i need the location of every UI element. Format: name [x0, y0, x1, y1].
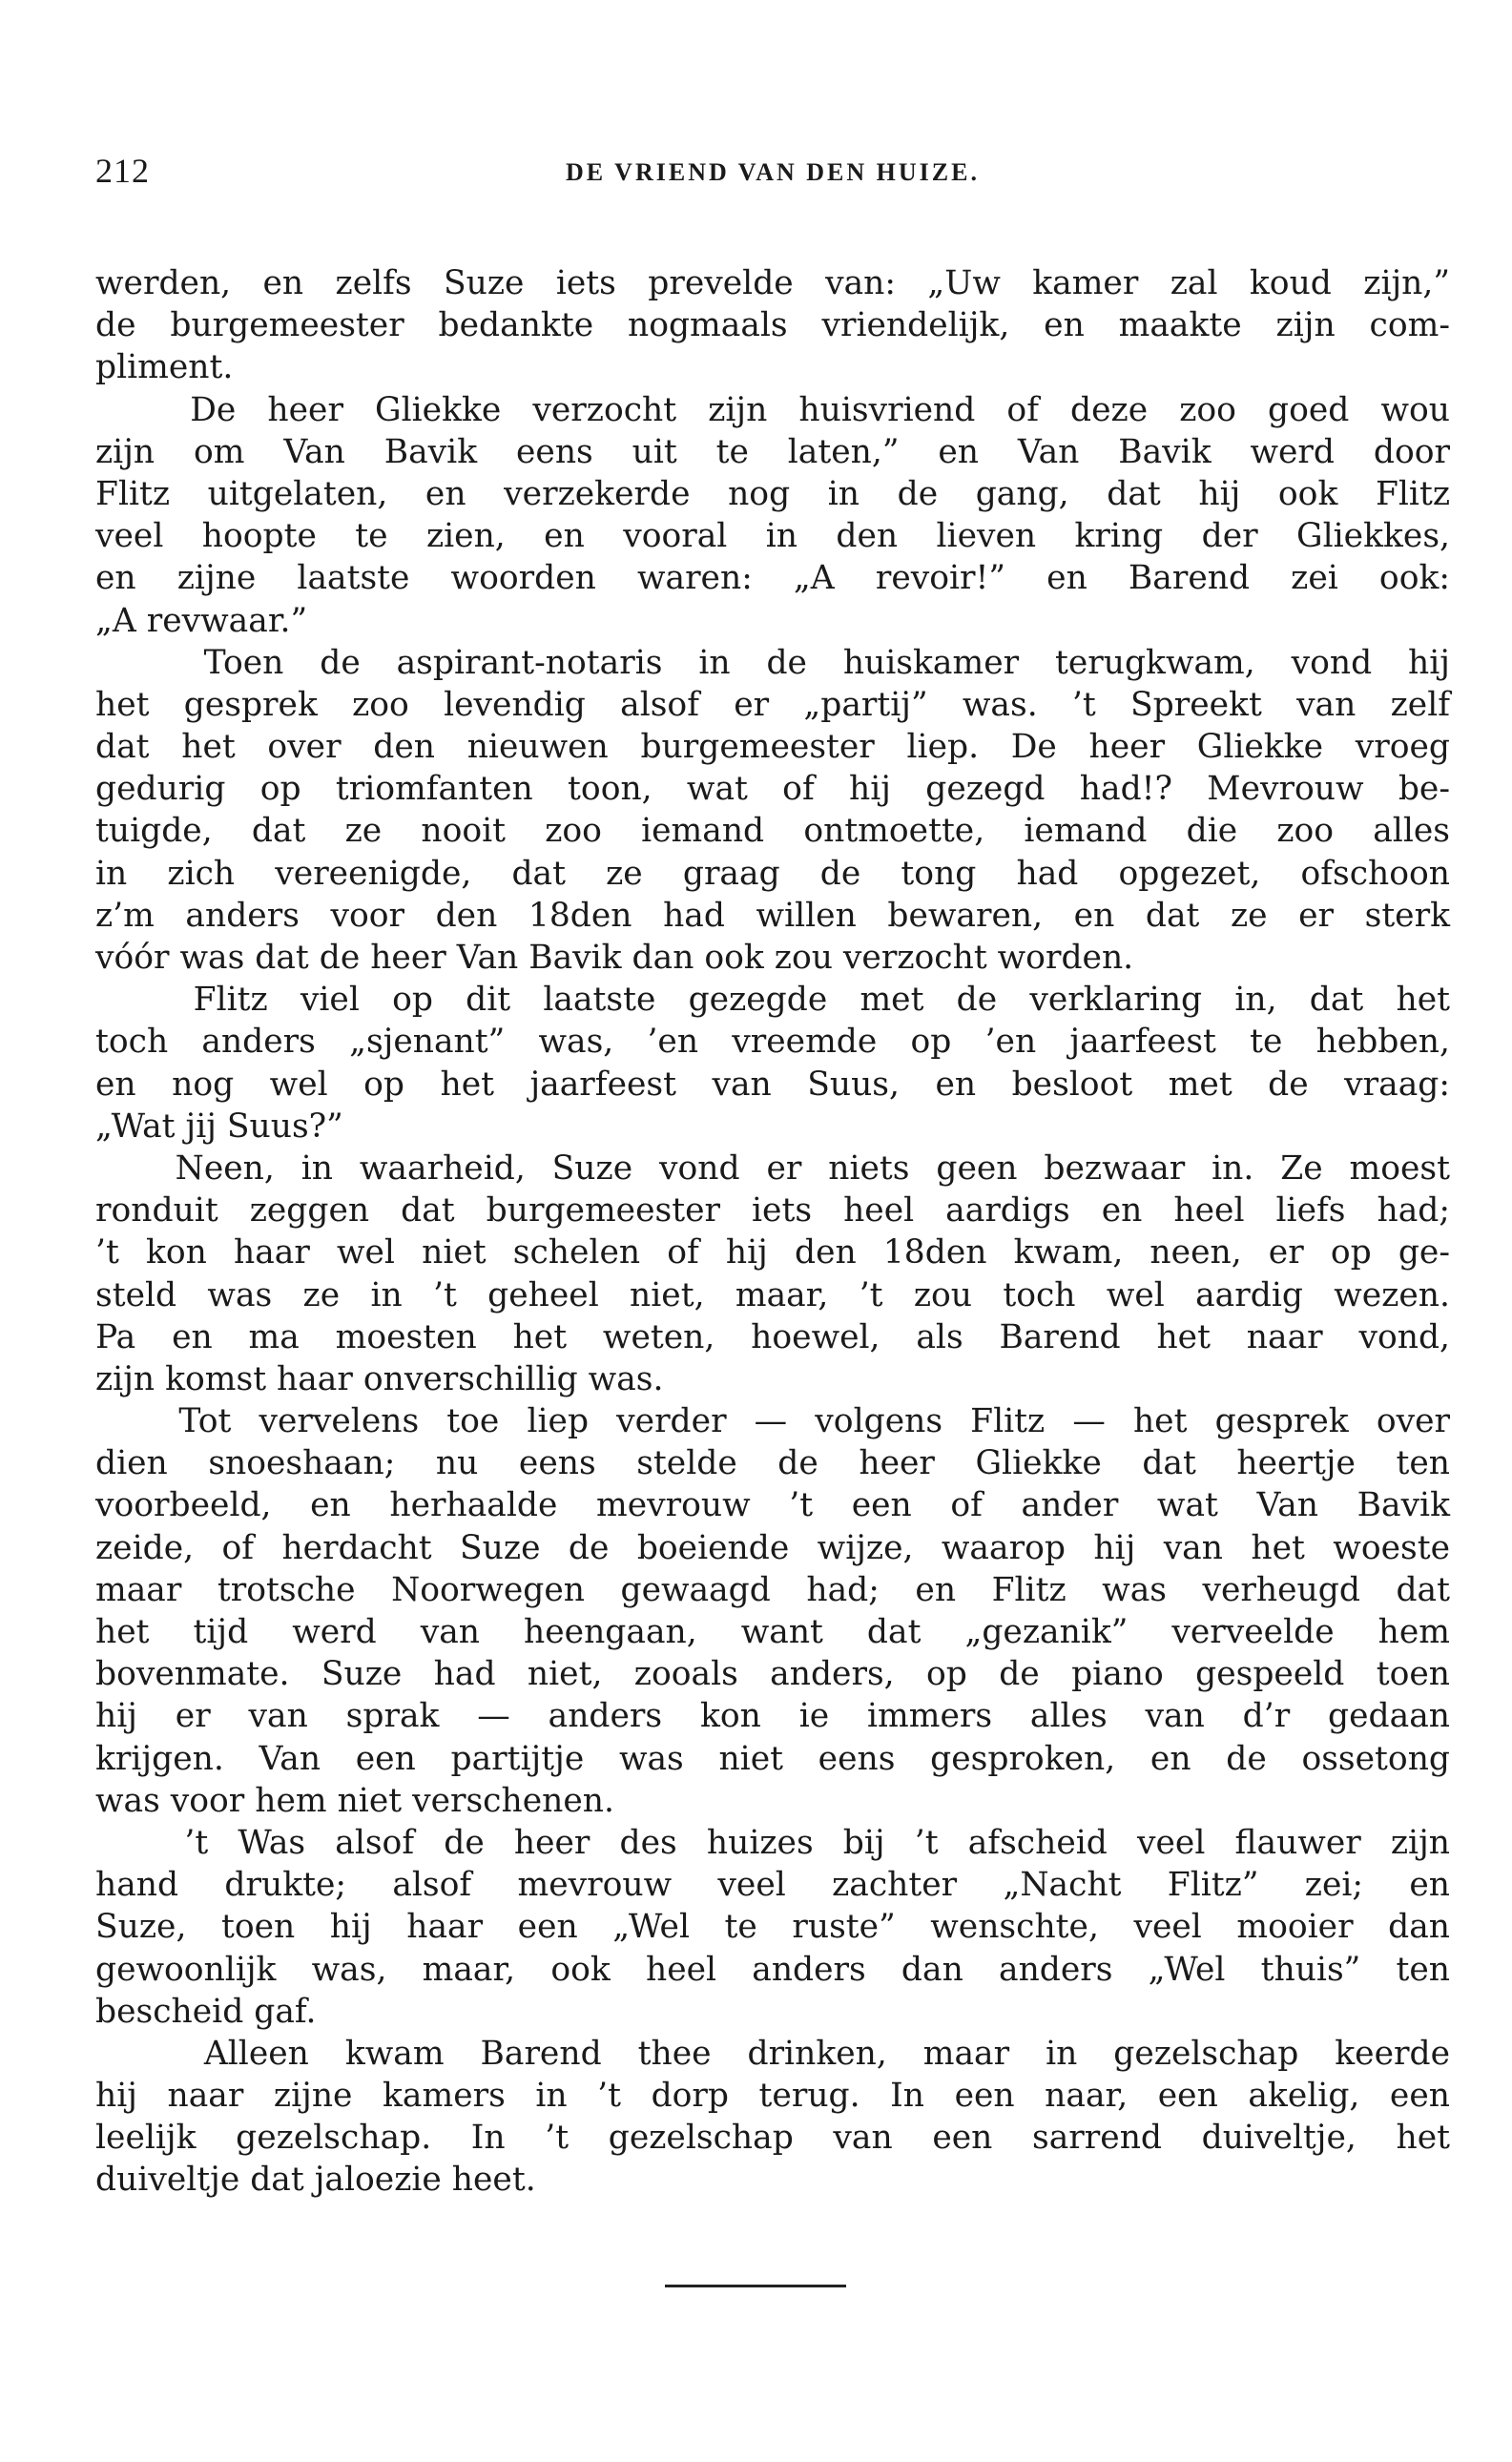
- text-line: leelijk gezelschap. In ’t gezelschap van een sarrend duiveltje, het: [95, 2119, 1450, 2158]
- text-line: bescheid gaf.: [95, 1992, 317, 2031]
- text-line: tuigde, dat ze nooit zoo iemand ontmoette, iemand die zoo alles: [95, 812, 1450, 851]
- text-line: hij naar zijne kamers in ’t dorp terug. In een naar, een akelig, een: [95, 2077, 1450, 2116]
- text-line: maar trotsche Noorwegen gewaagd had; en Flitz was verheugd dat: [95, 1570, 1450, 1609]
- text-line: „Wat jij Suus?”: [95, 1107, 343, 1146]
- text-line: toch anders „sjenant” was, ’en vreemde op ’en jaarfeest te hebben,: [95, 1023, 1450, 1062]
- text-line: z’m anders voor den 18den had willen bewaren, en dat ze er sterk: [95, 896, 1450, 935]
- text-line: voorbeeld, en herhaalde mevrouw ’t een of ander wat Van Bavik: [95, 1486, 1450, 1525]
- body-text: [95, 262, 1450, 2202]
- text-line: Toen de aspirant-notaris in de huiskamer terugkwam, vond hij: [95, 643, 1450, 682]
- text-line: en zijne laatste woorden waren: „A revoir!” en Barend zei ook:: [95, 559, 1450, 598]
- text-line: „A revwaar.”: [95, 601, 308, 640]
- text-line: en nog wel op het jaarfeest van Suus, en besloot met de vraag:: [95, 1065, 1450, 1104]
- page-number: 212: [95, 152, 150, 190]
- page-header: [95, 151, 1450, 198]
- text-line: ronduit zeggen dat burgemeester iets heel aardigs en heel liefs had;: [95, 1191, 1450, 1231]
- text-line: hand drukte; alsof mevrouw veel zachter „Nacht Flitz” zei; en: [95, 1866, 1450, 1905]
- running-title: DE VRIEND VAN DEN HUIZE.: [566, 158, 980, 186]
- text-line: zijn om Van Bavik eens uit te laten,” en Van Bavik werd door: [95, 432, 1450, 471]
- text-line: Flitz uitgelaten, en verzekerde nog in de gang, dat hij ook Flitz: [95, 474, 1450, 513]
- text-line: werden, en zelfs Suze iets prevelde van: „Uw kamer zal koud zijn,”: [95, 264, 1450, 302]
- text-line: Tot vervelens toe liep verder — volgens Flitz — het gesprek over: [95, 1402, 1450, 1441]
- text-line: zijn komst haar onverschillig was.: [95, 1359, 664, 1398]
- text-line: ’t kon haar wel niet schelen of hij den 18den kwam, neen, er op ge-: [95, 1233, 1450, 1272]
- text-line: gedurig op triomfanten toon, wat of hij gezegd had!? Mevrouw be-: [95, 770, 1450, 809]
- text-line: de burgemeester bedankte nogmaals vriendelijk, en maakte zijn com-: [95, 306, 1450, 345]
- text-line: krijgen. Van een partijtje was niet eens gesproken, en de ossetong: [95, 1739, 1450, 1778]
- text-line: Neen, in waarheid, Suze vond er niets geen bezwaar in. Ze moest: [95, 1148, 1450, 1188]
- text-line: Flitz viel op dit laatste gezegde met de verklaring in, dat het: [95, 981, 1450, 1020]
- text-line: in zich vereenigde, dat ze graag de tong had opgezet, ofschoon: [95, 854, 1450, 893]
- text-line: duiveltje dat jaloezie heet.: [95, 2161, 536, 2200]
- text-line: veel hoopte te zien, en vooral in den lieven kring der Gliekkes,: [95, 517, 1450, 556]
- end-rule: [665, 2285, 846, 2287]
- text-line: dat het over den nieuwen burgemeester liep. De heer Gliekke vroeg: [95, 728, 1450, 767]
- text-line: pliment.: [95, 348, 234, 387]
- text-line: De heer Gliekke verzocht zijn huisvriend of deze zoo goed wou: [95, 390, 1450, 429]
- text-line: bovenmate. Suze had niet, zooals anders, op de piano gespeeld toen: [95, 1655, 1450, 1694]
- text-line: Pa en ma moesten het weten, hoewel, als Barend het naar vond,: [95, 1317, 1450, 1356]
- text-line: was voor hem niet verschenen.: [95, 1781, 614, 1820]
- text-line: Alleen kwam Barend thee drinken, maar in gezelschap keerde: [95, 2034, 1450, 2073]
- text-line: steld was ze in ’t geheel niet, maar, ’t zou toch wel aardig wezen.: [95, 1275, 1450, 1314]
- text-line: het tijd werd van heengaan, want dat „gezanik” verveelde hem: [95, 1613, 1450, 1651]
- text-line: zeide, of herdacht Suze de boeiende wijze, waarop hij van het woeste: [95, 1528, 1450, 1567]
- text-line: hij er van sprak — anders kon ie immers alles van d’r gedaan: [95, 1697, 1450, 1736]
- text-line: het gesprek zoo levendig alsof er „partij” was. ’t Spreekt van zelf: [95, 685, 1450, 724]
- text-line: vóór was dat de heer Van Bavik dan ook zou verzocht worden.: [95, 939, 1134, 977]
- text-line: ’t Was alsof de heer des huizes bij ’t afscheid veel flauwer zijn: [95, 1823, 1450, 1862]
- text-line: gewoonlijk was, maar, ook heel anders dan anders „Wel thuis” ten: [95, 1950, 1450, 1989]
- text-line: dien snoeshaan; nu eens stelde de heer Gliekke dat heertje ten: [95, 1444, 1450, 1483]
- text-line: Suze, toen hij haar een „Wel te ruste” wenschte, veel mooier dan: [95, 1908, 1450, 1947]
